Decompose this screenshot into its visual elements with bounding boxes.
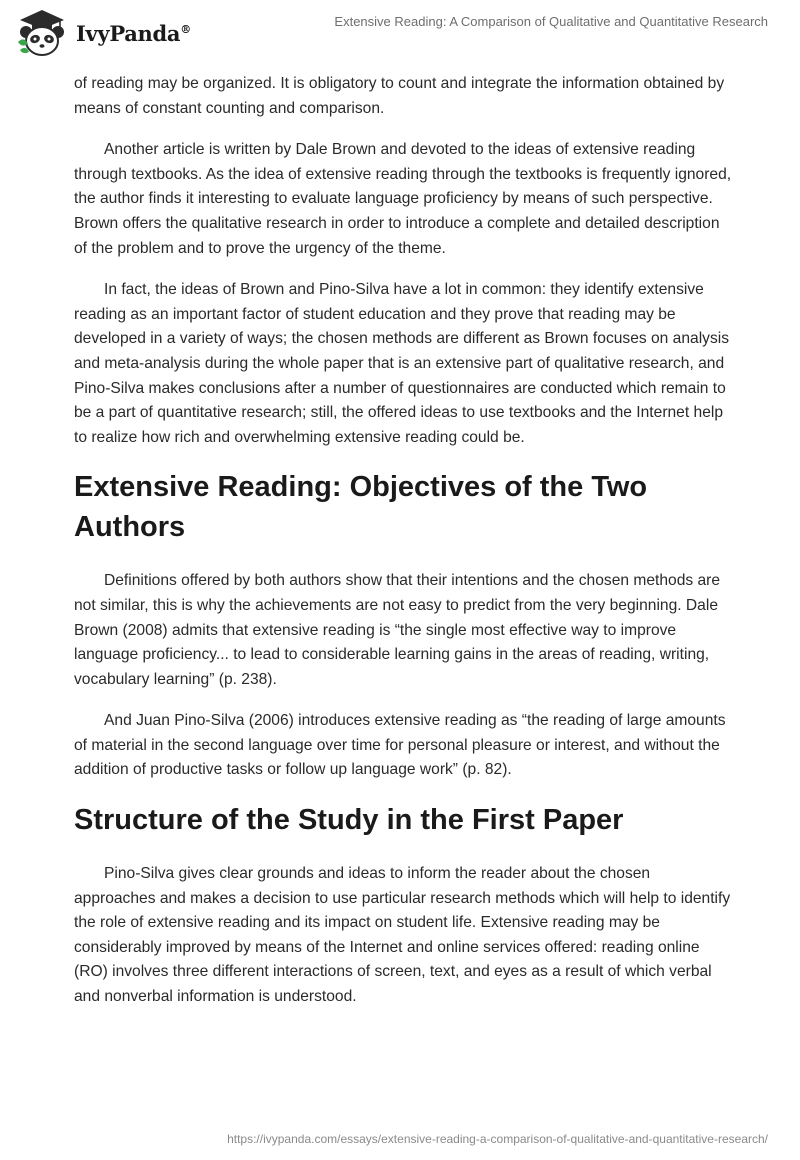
paragraph: And Juan Pino-Silva (2006) introduces extensive reading as “the reading of large amounts of material in the second language over time for personal pleasure or interest, and without the addition of productive tasks or follow up language work” (p. 82). (74, 712, 726, 779)
section-heading: Extensive Reading: Objectives of the Two Authors (74, 471, 648, 544)
page-header (0, 0, 800, 70)
paragraph: of reading may be organized. It is obligatory to count and integrate the information obtained by means of constant counting and comparison. (74, 75, 725, 117)
brand-logo[interactable] (14, 8, 214, 58)
section-heading: Structure of the Study in the First Paper (74, 804, 624, 837)
paragraph: In fact, the ideas of Brown and Pino-Silva have a lot in common: they identify extensive reading as an important factor of student education and they prove that reading may be developed in a variety of ways; the chosen methods are different as Brown focuses on analysis and meta-analysis during the whole paper that is an extensive part of qualitative research, and Pino-Silva makes conclusions after a number of questionnaires are conducted which remain to be a part of quantitative research; still, the offered ideas to use textbooks and the Internet help to realize how rich and overwhelming extensive reading could be. (74, 281, 730, 446)
source-url-link[interactable]: https://ivypanda.com/essays/extensive-reading-a-comparison-of-qualitative-and-quantitative-research/ (227, 1132, 768, 1146)
brand-name: IvyPanda® (76, 20, 191, 46)
running-title: Extensive Reading: A Comparison of Qualitative and Quantitative Research (334, 14, 768, 29)
paragraph: Definitions offered by both authors show that their intentions and the chosen methods are not similar, this is why the achievements are not easy to predict from the very beginning. Dale Brown (2008) admits that extensive reading is “the single most effective way to improve language proficiency... to lead to considerable learning gains in the areas of reading, writing, vocabulary learning” (p. 238). (74, 572, 721, 688)
essay-body (74, 72, 734, 1027)
paragraph: Another article is written by Dale Brown and devoted to the ideas of extensive reading through textbooks. As the idea of extensive reading through the textbooks is frequently ignored, the author finds it interesting to evaluate language proficiency by means of such perspective. Brown offers the qualitative research in order to introduce a complete and detailed description of the problem and to prove the urgency of the theme. (74, 141, 732, 257)
panda-graduate-icon (14, 8, 70, 58)
registered-mark: ® (180, 22, 191, 36)
paragraph: Pino-Silva gives clear grounds and ideas to inform the reader about the chosen approaches and makes a decision to use particular research methods which will help to identify the role of extensive reading and its impact on student life. Extensive reading may be considerably improved by means of the Internet and online services offered: reading online (RO) involves three different interactions of screen, text, and eyes as a result of which verbal and nonverbal information is understood. (74, 865, 731, 1006)
